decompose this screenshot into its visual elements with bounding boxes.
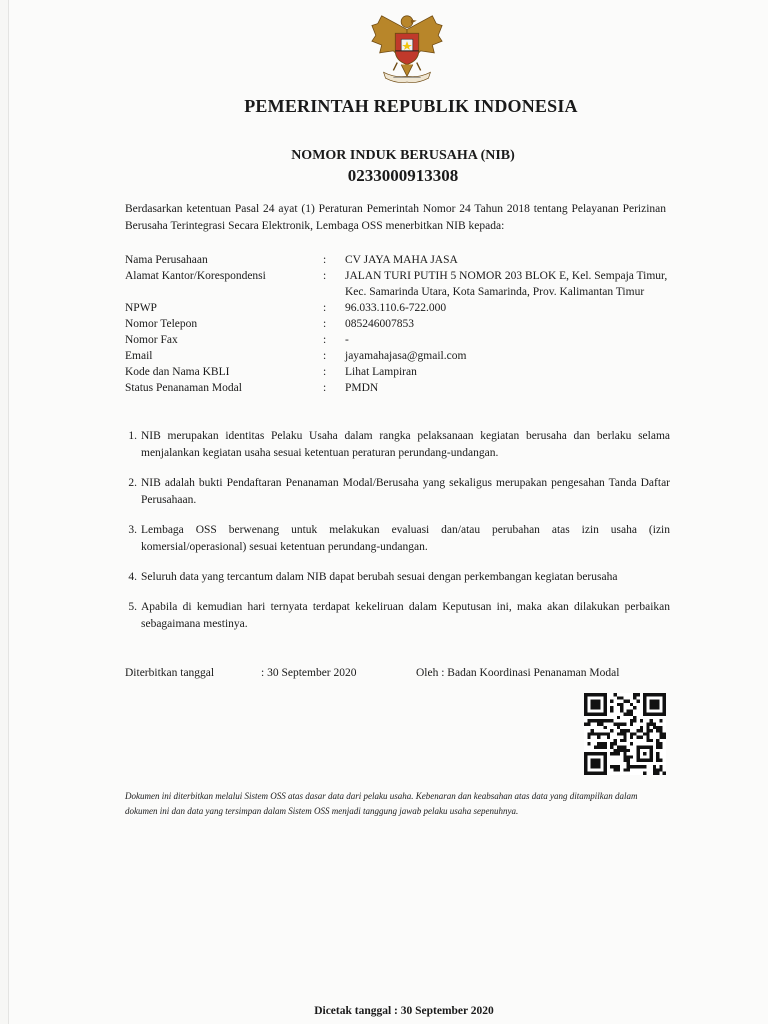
info-colon: :: [323, 366, 327, 378]
info-row: [125, 380, 685, 396]
info-label: Kode dan Nama KBLI: [125, 366, 230, 378]
note-number: 1.: [128, 430, 137, 442]
info-value: jayamahajasa@gmail.com: [345, 350, 467, 362]
info-value: CV JAYA MAHA JASA: [345, 254, 458, 266]
issued-date: : 30 September 2020: [261, 667, 357, 679]
government-title: PEMERINTAH REPUBLIK INDONESIA: [244, 96, 578, 116]
info-label: Status Penanaman Modal: [125, 382, 242, 394]
issued-row: [125, 667, 685, 679]
note-number: 2.: [128, 477, 137, 489]
issuer: Oleh : Badan Koordinasi Penanaman Modal: [416, 667, 620, 679]
info-value: PMDN: [345, 382, 379, 394]
info-row: [125, 348, 685, 364]
note-text: NIB merupakan identitas Pelaku Usaha dalam rangka pelaksanaan kegiatan berusaha dan berlaku selama menjalankan kegiatan usaha sesuai ketentuan peraturan perundang-undangan.: [141, 430, 670, 459]
info-value: JALAN TURI PUTIH 5 NOMOR 203 BLOK E, Kel. Sempaja Timur, Kec. Samarinda Utara, Kota Samarinda, Prov. Kalimantan Timur: [345, 270, 668, 298]
note-number: 3.: [128, 524, 137, 536]
qr-code-icon: [584, 693, 666, 775]
printed-date: Dicetak tanggal : 30 September 2020: [314, 1005, 494, 1017]
list-item: [125, 522, 670, 556]
garuda-pancasila-emblem-icon: [368, 8, 446, 86]
info-row: [125, 268, 685, 300]
list-item: [125, 599, 670, 633]
info-value: 085246007853: [345, 318, 414, 330]
info-colon: :: [323, 382, 327, 394]
info-label: NPWP: [125, 302, 157, 314]
nib-document: [8, 0, 768, 1024]
info-colon: :: [323, 318, 327, 330]
info-label: Alamat Kantor/Korespondensi: [125, 270, 266, 282]
notes-list: [125, 428, 670, 633]
info-value: 96.033.110.6-722.000: [345, 302, 447, 314]
note-number: 5.: [128, 601, 137, 613]
disclaimer: Dokumen ini diterbitkan melalui Sistem OSS atas dasar data dari pelaku usaha. Kebenaran dan keabsahan atas data yang ditampilkan dalam dokumen ini dan data yang tersimpan dalam Sistem OSS menjadi tanggung jawab pelaku usaha sepenuhnya.: [125, 791, 638, 816]
info-label: Email: [125, 350, 153, 362]
note-text: Lembaga OSS berwenang untuk melakukan evaluasi dan/atau perubahan atas izin usaha (izin komersial/operasional) sesuai ketentuan perundang-undangan.: [141, 524, 670, 553]
info-label: Nomor Telepon: [125, 318, 198, 330]
info-row: [125, 364, 685, 380]
note-number: 4.: [128, 571, 137, 583]
info-value: -: [345, 334, 349, 346]
note-text: Apabila di kemudian hari ternyata terdapat kekeliruan dalam Keputusan ini, maka akan dilakukan perbaikan sebagaimana mestinya.: [141, 601, 670, 630]
list-item: [125, 475, 670, 509]
nib-number: 0233000913308: [347, 166, 459, 185]
issued-label: Diterbitkan tanggal: [125, 667, 215, 679]
list-item: [125, 569, 670, 586]
document-title: NOMOR INDUK BERUSAHA (NIB): [291, 148, 515, 163]
info-colon: :: [323, 334, 327, 346]
info-colon: :: [323, 270, 327, 282]
info-label: Nomor Fax: [125, 334, 178, 346]
info-value: Lihat Lampiran: [345, 366, 417, 378]
info-colon: :: [323, 254, 327, 266]
company-info: [125, 252, 685, 396]
intro-paragraph: Berdasarkan ketentuan Pasal 24 ayat (1) Peraturan Pemerintah Nomor 24 Tahun 2018 tentang Pelayanan Perizinan Berusaha Terintegrasi Secara Elektronik, Lembaga OSS menerbitkan NIB kepada:: [125, 203, 666, 232]
info-label: Nama Perusahaan: [125, 254, 208, 266]
info-colon: :: [323, 302, 327, 314]
info-row: [125, 316, 685, 332]
info-row: [125, 332, 685, 348]
list-item: [125, 428, 670, 462]
info-row: [125, 300, 685, 316]
note-text: Seluruh data yang tercantum dalam NIB dapat berubah sesuai dengan perkembangan kegiatan berusaha: [141, 571, 618, 583]
info-row: [125, 252, 685, 268]
note-text: NIB adalah bukti Pendaftaran Penanaman Modal/Berusaha yang sekaligus merupakan pengesahan Tanda Daftar Perusahaan.: [141, 477, 670, 506]
info-colon: :: [323, 350, 327, 362]
